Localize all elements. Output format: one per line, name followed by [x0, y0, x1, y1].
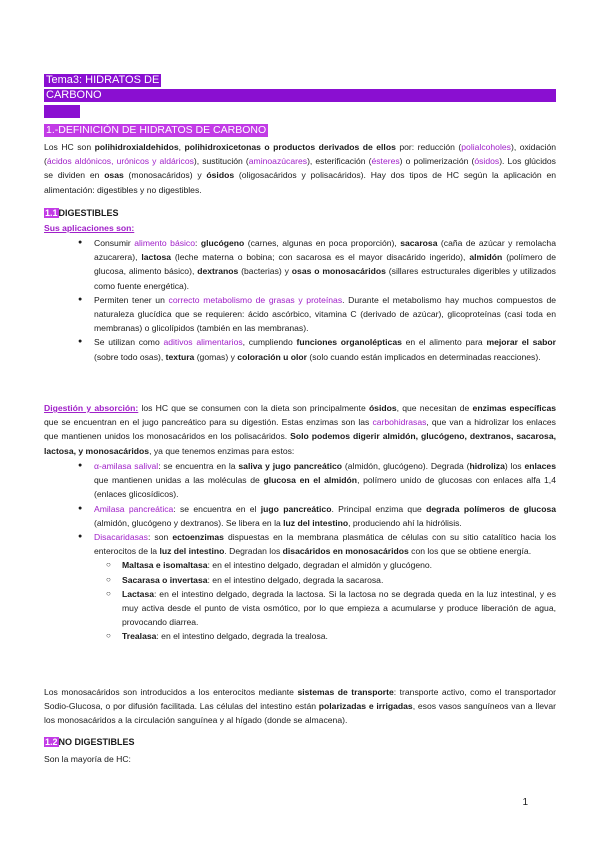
text-run: (carnes, algunas en poca proporción),	[244, 238, 401, 248]
text-run: : transporte activo, como el transportador Sodio-Glucosa, o por difusión facilitada. Las células del intestino están	[44, 687, 556, 712]
text-run: alimento básico	[134, 238, 196, 248]
text-run: Trealasa	[122, 631, 157, 642]
text-run: : en el intestino delgado, degrada la trealosa.	[156, 631, 328, 642]
text-run: degrada polímeros de glucosa	[426, 503, 557, 514]
text-run: (caña de azúcar y remolacha azucarera),	[94, 238, 556, 263]
text-run: (monosacáridos) y	[123, 170, 207, 181]
text-run: ), sustitución (	[193, 156, 249, 167]
no-digestibles-text: Son la mayoría de HC:	[44, 754, 131, 764]
text-run: coloración u olor	[237, 351, 308, 362]
text-run: que se encuentran en el jugo pancreático para su digestión. Estas enzimas son las	[44, 417, 373, 428]
text-run: polarizadas e irrigadas	[318, 701, 413, 712]
text-run: Se utilizan como	[94, 337, 164, 348]
text-run: ósidos	[474, 156, 500, 167]
text-run: Consumir	[94, 238, 135, 248]
text-run: que mantienen unidas a las moléculas de	[94, 475, 264, 486]
text-run: textura	[165, 351, 195, 362]
text-run: (sobre todo osas),	[94, 351, 166, 362]
text-run: Sacarasa o invertasa	[122, 574, 208, 585]
intro-paragraph	[44, 140, 556, 197]
list-item	[94, 629, 556, 643]
text-run: ésteres	[371, 156, 400, 167]
text-run: ,	[178, 142, 185, 152]
text-run: disacáridos en monosacáridos	[282, 546, 409, 557]
text-run: (gomas) y	[194, 351, 238, 362]
text-run: (almidón, glucógeno). Degrada (	[342, 461, 470, 471]
subsection-heading-digestibles	[44, 207, 119, 220]
text-run: , produciendo ahí la hidrólisis.	[348, 517, 462, 528]
text-run: , ya que tenemos enzimas para estos:	[149, 445, 295, 456]
text-run: , polímero unido de glucosas con enlaces alfa 1,4 (enlaces glicosídicos).	[94, 475, 556, 500]
text-run: ) los	[504, 461, 525, 471]
doc-title-line1: Tema3: HIDRATOS DE	[46, 74, 160, 86]
subsection-number: 1.1	[45, 208, 58, 218]
text-run: Maltasa e isomaltasa	[122, 560, 208, 571]
enzymes-list	[78, 459, 556, 644]
text-run: Permiten tener un	[94, 294, 169, 305]
text-run: Amilasa pancreática	[94, 503, 174, 514]
text-run: , esos vasos sanguíneos van a llevar los monosacáridos a la circulación sanguínea y al hígado (donde se almacena).	[44, 701, 556, 726]
list-item	[78, 459, 556, 502]
text-run: ), oxidación (	[44, 142, 557, 167]
text-run: ) o polimerización (	[399, 156, 475, 167]
transport-paragraph	[44, 685, 556, 728]
text-run: ósidos	[368, 403, 397, 413]
text-run: . Principal enzima que	[331, 503, 427, 514]
text-run: luz del intestino	[159, 546, 225, 557]
list-item	[94, 573, 556, 587]
text-run: Los monosacáridos son introducidos a los enterocitos mediante	[44, 687, 298, 697]
text-run: :	[195, 238, 201, 248]
text-run: sistemas de transporte	[297, 687, 394, 697]
text-run: (sillares estructurales digeribles y utilizados como fuente energética).	[94, 266, 556, 291]
text-run: polihidroxialdehidos	[94, 142, 179, 152]
digestion-paragraph	[44, 401, 556, 458]
list-item	[94, 587, 556, 630]
text-run: polialcoholes	[461, 142, 511, 152]
title-highlight-block	[44, 105, 80, 118]
text-run: . Degradan los	[224, 546, 283, 557]
applications-list	[78, 236, 556, 364]
text-run: Disacaridasas	[94, 532, 148, 543]
list-item	[78, 530, 556, 644]
subsection-number: 1.2	[45, 737, 58, 747]
subsection-title: NO DIGESTIBLES	[58, 737, 135, 747]
text-run: dextranos	[197, 266, 239, 277]
text-run: α-amilasa salival	[94, 461, 159, 471]
text-run: por: reducción (	[395, 142, 462, 152]
text-run: : en el intestino delgado, degradan el almidón y glucógeno.	[207, 560, 433, 571]
text-run: ), esterificación (	[307, 156, 372, 167]
text-run: , cumpliendo	[242, 337, 297, 348]
text-run: : se encuentra en el	[173, 503, 261, 514]
list-item	[78, 236, 556, 293]
text-run: sacarosa	[400, 238, 438, 248]
text-run: (almidón, glucógeno y dextranos). Se libera en la	[94, 517, 284, 528]
text-run: glucógeno	[200, 238, 245, 248]
text-run: Los HC son	[44, 142, 95, 152]
text-run: ácidos aldónicos, urónicos y aldáricos	[46, 156, 194, 167]
text-run: saliva y jugo pancreático	[238, 461, 343, 471]
section-heading-definicion: 1.-DEFINICIÓN DE HIDRATOS DE CARBONO	[46, 124, 267, 136]
text-run: luz del intestino	[283, 517, 349, 528]
text-run: jugo pancreático	[260, 503, 332, 514]
text-run: enlaces	[524, 461, 556, 471]
text-run: , que van a hidrolizar los enlaces que mantienen unidos los monosacáridos en los polisacáridos.	[44, 417, 556, 442]
text-run: aditivos alimentarios	[163, 337, 243, 348]
text-run: lactosa	[141, 252, 172, 263]
doc-title-line2: CARBONO	[44, 89, 556, 102]
text-run: Solo podemos digerir almidón, glucógeno, dextranos, sacarosa, lactosa, y monosacáridos	[44, 431, 556, 456]
subsection-title: DIGESTIBLES	[58, 208, 119, 218]
list-item	[78, 502, 556, 530]
text-run: almidón	[469, 252, 503, 263]
text-run: , que necesitan de	[396, 403, 473, 413]
list-item	[78, 293, 556, 336]
text-run: los HC que se consumen con la dieta son principalmente	[138, 403, 369, 413]
text-run: glucosa en el almidón	[263, 475, 358, 486]
text-run: ósidos	[206, 170, 235, 181]
text-run: (leche materna o bobina; con sacarosa es el mayor disacárido ingerido),	[171, 252, 470, 263]
text-run: : son	[147, 532, 173, 543]
text-run: carbohidrasas	[372, 417, 427, 428]
text-run: funciones organolépticas	[296, 337, 402, 348]
text-run: mejorar el sabor	[486, 337, 556, 348]
page-number: 1	[522, 797, 528, 808]
text-run: ectoenzimas	[172, 532, 224, 543]
applications-heading: Sus aplicaciones son:	[44, 223, 135, 233]
text-run: osas o monosacáridos	[291, 266, 386, 277]
disacaridasas-sublist	[94, 558, 556, 643]
disacaridasas-text	[94, 532, 556, 556]
text-run: aminoazúcares	[248, 156, 308, 167]
text-run: hidroliza	[469, 461, 505, 471]
text-run: (bacterias) y	[238, 266, 292, 277]
text-run: : se encuentra en la	[158, 461, 239, 471]
text-run: enzimas específicas	[472, 403, 557, 413]
text-run: en el alimento para	[401, 337, 487, 348]
text-run: osas	[104, 170, 124, 181]
text-run: . Durante el metabolismo hay muchos compuestos de naturaleza glucídica que se requieren: ácido ascórbico, vitamina C (derivado de azúcar), glicoproteínas (casi toda en membranas) o glicolípidos (también en las membranas).	[94, 294, 556, 334]
text-run: : en el intestino delgado, degrada la sacarosa.	[207, 574, 384, 585]
text-run: : en el intestino delgado, degrada la lactosa. Si la lactosa no se degrada queda en la luz intestinal, y es muy activa desde el punto de vista osmótico, por lo que empieza a acumularse y produce liberación de agua, provocando diarrea.	[122, 588, 556, 628]
text-run: polihidroxicetonas o productos derivados de ellos	[184, 142, 396, 152]
list-item	[78, 335, 556, 363]
text-run: ). Los glúcidos se dividen en	[44, 156, 556, 181]
list-item	[94, 558, 556, 572]
text-run: dispuestas en la membrana plasmática de células con su sitio catalítico hacia los enterocitos de la	[94, 532, 556, 557]
text-run: Digestión y absorción:	[44, 403, 139, 413]
text-run: (polímero de glucosa, alimento básico),	[94, 252, 556, 277]
text-run: Lactasa	[122, 588, 155, 599]
text-run: con los que se obtiene energía.	[408, 546, 532, 557]
subsection-heading-no-digestibles	[44, 736, 135, 749]
text-run: (oligosacáridos y polisacáridos). Hay dos tipos de HC según la aplicación en alimentación: digestibles y no digestibles.	[44, 170, 557, 195]
text-run: correcto metabolismo de grasas y proteínas	[168, 294, 343, 305]
text-run: (solo cuando están implicados en determinadas reacciones).	[307, 351, 541, 362]
